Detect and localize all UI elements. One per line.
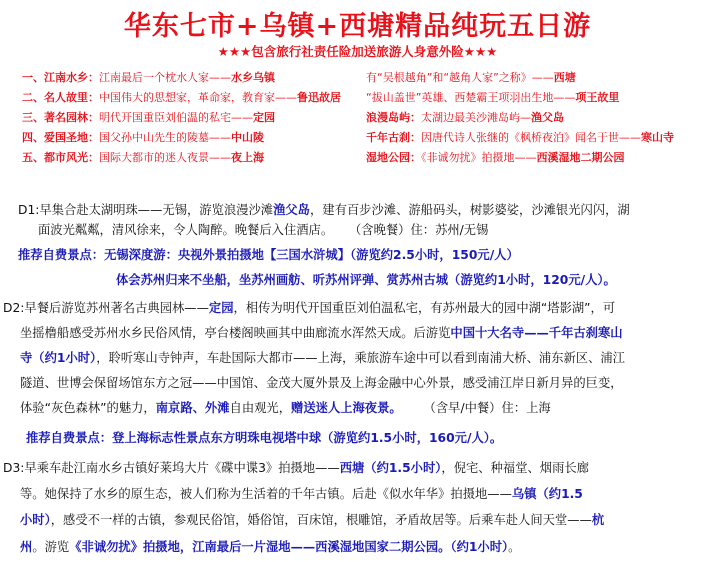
highlight-label: 二、名人故里： [22, 91, 99, 104]
highlight-label: 一、江南水乡： [22, 71, 99, 84]
day1-place: 渔父岛 [273, 203, 310, 217]
highlight-row [22, 87, 712, 107]
day1-line [38, 220, 488, 240]
highlight-text: 因唐代诗人张继的《枫桥夜泊》闻名于世—— [421, 131, 641, 144]
day2-text: 自由观光， [229, 401, 292, 415]
highlight-place: 水乡乌镇 [231, 71, 275, 84]
day2-line [20, 323, 623, 343]
highlight-place: 中山陵 [231, 131, 264, 144]
day2-text: 体验“灰色森林”的魅力， [20, 401, 156, 415]
day3-place: 杭 [591, 513, 605, 527]
highlight-text: 国父孙中山先生的陵墓—— [99, 131, 231, 144]
day3-line [20, 537, 520, 557]
day1-text: D1:早集合赴太湖明珠——无锡，游览浪漫沙滩 [18, 203, 274, 217]
day2-place: 定园 [208, 301, 234, 315]
day3-line [3, 458, 589, 478]
day2-text: ，聆听寒山寺钟声，车赴国际大都市——上海，乘旅游车途中可以看到南浦大桥、浦东新区、浦江 [96, 351, 625, 365]
day2-place: 赠送迷人上海夜景。 [291, 401, 402, 415]
insurance-subtitle: ★★★包含旅行社责任险加送旅游人身意外险★★★ [217, 44, 498, 59]
highlight-label: 三、著名园林： [22, 111, 99, 124]
day3-line [20, 484, 583, 504]
day2-optional-tour: 推荐自费景点：登上海标志性景点东方明珠电视塔中球（游览约1.5小时，160元/人）。 [26, 431, 503, 445]
highlight-row [22, 147, 712, 167]
highlight-text: 明代开国重臣刘伯温的私宅—— [99, 111, 253, 124]
day2-place: 南京路、外滩 [155, 401, 230, 415]
day1-meal-hotel: （含晚餐）住：苏州/无锡 [355, 223, 489, 237]
highlight-text: 江南最后一个枕水人家—— [99, 71, 231, 84]
highlight-place: 寒山寺 [641, 131, 674, 144]
highlight-text: 中国伟大的思想家，革命家，教育家—— [99, 91, 297, 104]
day1-line [18, 200, 630, 220]
day2-place: 中国十大名寺——千年古刹寒山 [450, 326, 623, 340]
day1-text: 面波光粼粼，清风徐来，令人陶醉。晚餐后入住酒店。 [38, 223, 334, 237]
day3-text: 等。她保持了水乡的原生态，被人们称为生活着的千年古镇。后赴《似水年华》拍摄地—— [20, 487, 512, 501]
highlight-text: “拔山盖世”英雄、西楚霸王项羽出生地—— [366, 91, 576, 104]
day3-text: 。游览 [32, 540, 70, 554]
highlight-text: 《非诚勿扰》拍摄地—— [421, 151, 537, 164]
day3-text: 。 [508, 540, 521, 554]
highlight-place: 夜上海 [231, 151, 264, 164]
highlight-place: 定园 [253, 111, 275, 124]
day3-text: ，倪宅、种福堂、烟雨长廊 [441, 461, 589, 475]
highlight-place: 西塘 [553, 71, 576, 84]
highlight-row [22, 107, 712, 127]
highlight-text: 有“吴根越角”和“越角人家”之称》—— [366, 71, 554, 84]
highlights-list [22, 67, 712, 167]
day3-text: D3:早乘车赴江南水乡古镇好莱坞大片《碟中谍3》拍摄地—— [3, 461, 340, 475]
day3-line [20, 510, 604, 530]
day3-place: 乌镇（约1.5 [511, 487, 583, 501]
highlight-label: 四、爱国圣地： [22, 131, 99, 144]
highlight-place: 鲁迅故居 [297, 91, 341, 104]
highlight-place: 西溪湿地二期公园 [536, 151, 625, 164]
day3-place: 小时） [20, 513, 51, 527]
day1-text: ，建有百步沙滩、游船码头，树影婆娑，沙滩银光闪闪，湖 [309, 203, 630, 217]
day2-text: D2:早餐后游览苏州著名古典园林—— [3, 301, 209, 315]
page-title: 华东七市+乌镇+西塘精品纯玩五日游 [123, 11, 592, 42]
highlight-text: 太湖边最美沙滩岛屿— [421, 111, 531, 124]
day3-place: 州 [20, 540, 33, 554]
highlight-label: 浪漫岛屿： [366, 111, 421, 124]
day2-text: ，相传为明代开国重臣刘伯温私宅，有苏州最大的园中湖“塔影湖”，可 [233, 301, 616, 315]
highlight-row [22, 127, 712, 147]
highlight-place: 项王故里 [575, 91, 620, 104]
day1-optional-tour: 体会苏州归来不坐船，坐苏州画舫、听苏州评弹、赏苏州古城（游览约1小时，120元/人）。 [116, 273, 616, 287]
day2-line [3, 298, 615, 318]
day2-text: 坐摇橹船感受苏州水乡民俗风情，亭台楼阁映画其中曲廊流水浑然天成。后游览 [20, 326, 451, 340]
day2-line [20, 348, 625, 368]
day2-meal-hotel: （含早/中餐）住：上海 [429, 401, 551, 415]
highlight-row [22, 67, 712, 87]
day2-line [20, 398, 551, 418]
highlight-label: 千年古刹： [366, 131, 421, 144]
day3-place: 《非诚勿扰》拍摄地，江南最后一片湿地——西溪湿地国家二期公园。（约1小时） [69, 540, 509, 554]
day2-line: 隧道、世博会保留场馆东方之冠——中国馆、金茂大厦外景及上海金融中心外景，感受浦江岸日新月异的巨变， [20, 376, 623, 390]
highlight-label: 湿地公园： [366, 151, 421, 164]
highlight-place: 渔父岛 [531, 111, 564, 124]
day2-place: 寺（约1小时） [20, 351, 97, 365]
day3-text: ，感受不一样的古镇，参观民俗馆，婚俗馆，百床馆，根雕馆，矛盾故居等。后乘车赴人间天堂—— [50, 513, 592, 527]
highlight-label: 五、都市风光： [22, 151, 99, 164]
day1-optional-tour: 推荐自费景点：无锡深度游：央视外景拍摄地【三国水浒城】（游览约2.5小时，150元/人） [18, 248, 519, 262]
day3-place: 西塘（约1.5小时） [339, 461, 442, 475]
highlight-text: 国际大都市的迷人夜景—— [99, 151, 231, 164]
